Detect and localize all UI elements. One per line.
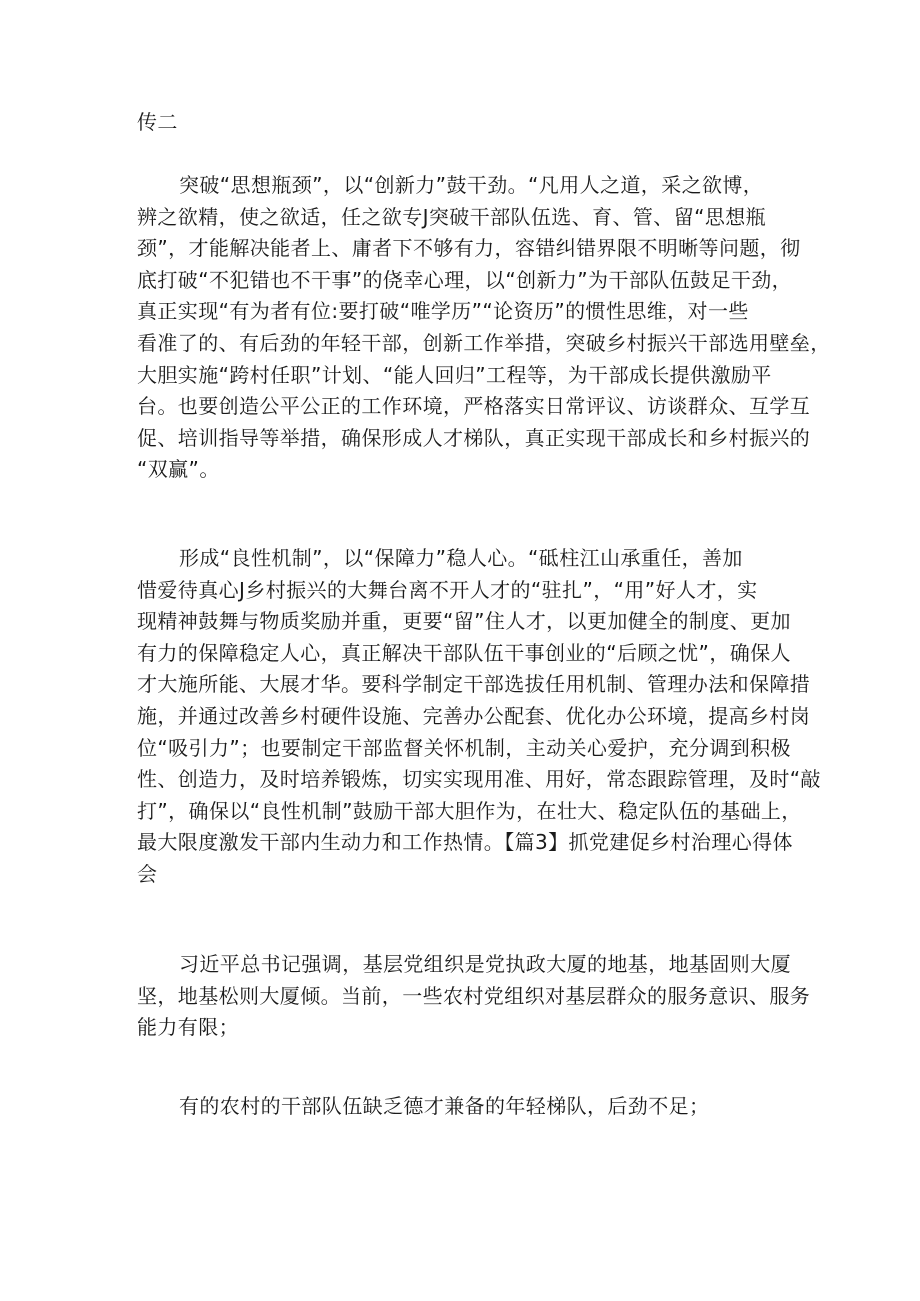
paragraph-grassroots-party xyxy=(137,949,811,1044)
text-line: 看准了的、有后劲的年轻干部，创新工作举措，突破乡村振兴干部选用壁垒， xyxy=(137,330,831,355)
text-line: 颈”，才能解决能者上、庸者下不够有力，容错纠错界限不明晰等问题，彻 xyxy=(137,236,801,261)
text-line: 形成“良性机制”，以“保障力”稳人心。“砥柱江山承重任，善加 xyxy=(179,546,743,570)
text-line: 促、培训指导等举措，确保形成人才梯队，真正实现干部成长和乡村振兴的 xyxy=(137,425,811,450)
text-line: 施，并通过改善乡村硬件设施、完善办公配套、优化办公环境，提高乡村岗 xyxy=(137,703,811,728)
text-line: 真正实现“有为者有位:要打破“唯学历”“论资历”的惯性思维，对一些 xyxy=(137,299,749,324)
text-line: 辨之欲精，使之欲适，任之欲专J突破干部队伍选、育、管、留“思想瓶 xyxy=(137,204,767,229)
text-line: 能力有限； xyxy=(137,1015,239,1040)
text-line: 习近平总书记强调，基层党组织是党执政大厦的地基，地基固则大厦 xyxy=(179,952,791,976)
text-line: 才大施所能、大展才华。要科学制定干部选拔任用机制、管理办法和保障措 xyxy=(137,672,811,697)
text-line: “双赢”。 xyxy=(137,457,220,482)
text-line: 最大限度激发干部内生动力和工作热情。【篇3】抓党建促乡村治理心得体 xyxy=(137,830,793,855)
text-line: 台。也要创造公平公正的工作环境，严格落实日常评议、访谈群众、互学互 xyxy=(137,394,811,419)
text-line: 坚，地基松则大厦倾。当前，一些农村党组织对基层群众的服务意识、服务 xyxy=(137,983,811,1008)
text-line: 打”，确保以“良性机制”鼓励干部大胆作为，在壮大、稳定队伍的基础上， xyxy=(137,798,802,823)
text-line: 底打破“不犯错也不干事”的侥幸心理，以“创新力”为干部队伍鼓足干劲， xyxy=(137,267,793,292)
text-line: 传二 xyxy=(137,110,178,134)
paragraph-benign-mechanism xyxy=(137,543,821,891)
text-line: 突破“思想瓶颈”，以“创新力”鼓干劲。“凡用人之道，采之欲博， xyxy=(179,173,764,197)
text-line: 惜爱待真心J乡村振兴的大舞台离不开人才的“驻扎”，“用”好人才，实 xyxy=(137,577,758,602)
paragraph-talent-innovation xyxy=(137,170,831,486)
text-line: 现精神鼓舞与物质奖励并重，更要“留”住人才，以更加健全的制度、更加 xyxy=(137,609,791,634)
text-line: 有的农村的干部队伍缺乏德才兼备的年轻梯队，后劲不足； xyxy=(179,1094,710,1118)
paragraph-cadre-team xyxy=(137,1091,797,1123)
fragment-title xyxy=(137,107,797,139)
text-line: 会 xyxy=(137,861,158,886)
text-line: 有力的保障稳定人心，真正解决干部队伍干事创业的“后顾之忧”，确保人 xyxy=(137,640,791,665)
text-line: 性、创造力，及时培养锻炼，切实实现用准、用好，常态跟踪管理，及时“敲 xyxy=(137,767,821,792)
text-line: 位“吸引力”；也要制定干部监督关怀机制，主动关心爱护，充分调到积极 xyxy=(137,735,791,760)
text-line: 大胆实施“跨村任职”计划、“能人回归”工程等，为干部成长提供激励平 xyxy=(137,362,772,387)
